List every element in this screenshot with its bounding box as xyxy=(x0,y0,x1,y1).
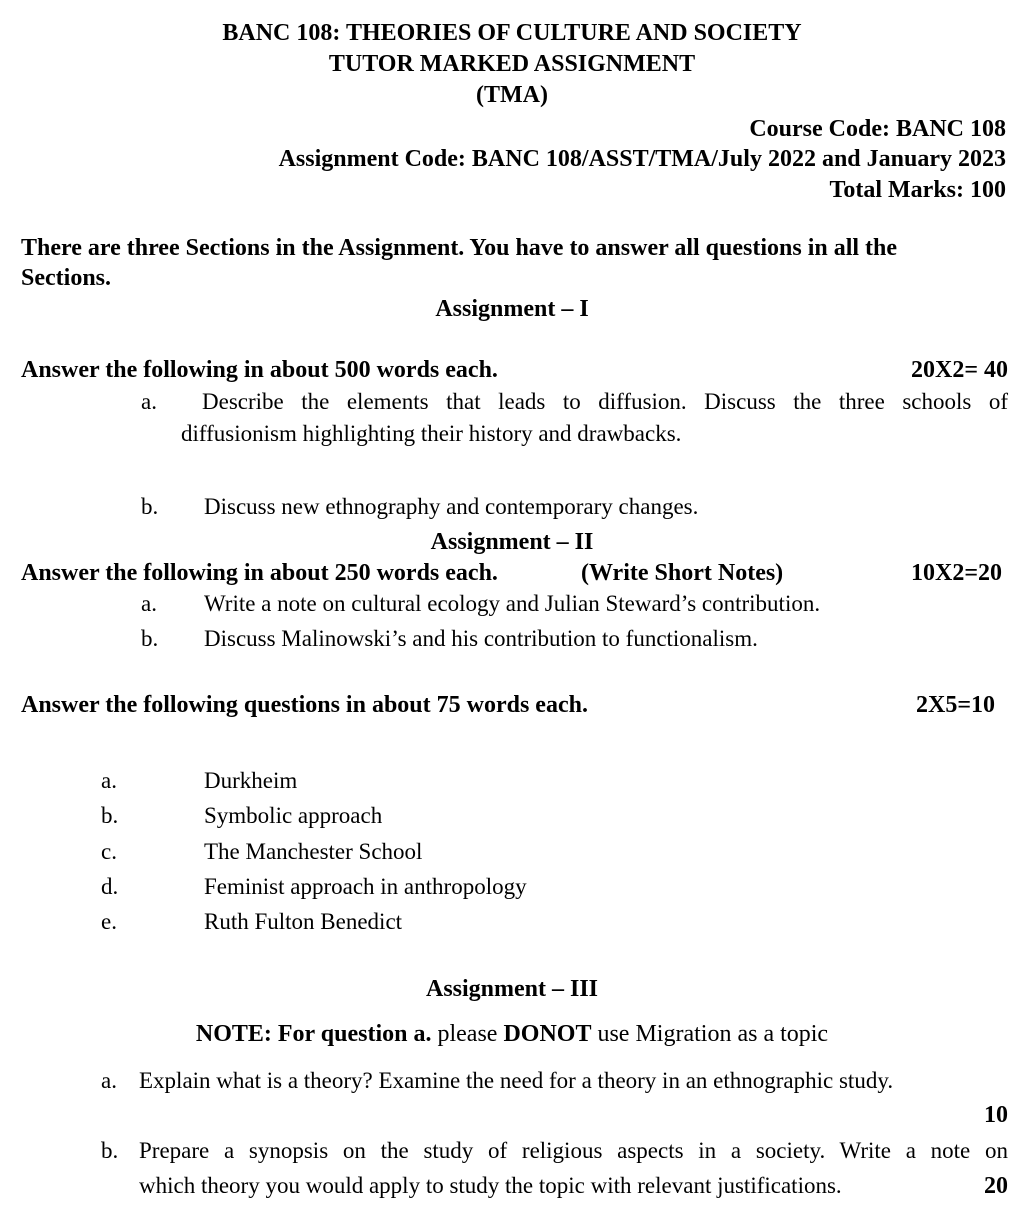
note-suffix: use Migration as a topic xyxy=(591,1021,829,1047)
short-item-b-text: Symbolic approach xyxy=(204,803,383,828)
note-bold: DONOT xyxy=(503,1021,592,1047)
section-2-q-b-text: Discuss Malinowski’s and his contribution to functionalism. xyxy=(204,626,758,651)
section-1-q-b-label: b. xyxy=(141,494,159,519)
section-3-q-b-label: b. xyxy=(101,1138,119,1163)
assignment-code: Assignment Code: BANC 108/ASST/TMA/July 2022 and January 2023 xyxy=(278,146,1006,172)
section-3-q-b-marks: 20 xyxy=(984,1173,1008,1199)
short-item-a-label: a. xyxy=(101,768,117,793)
section-3-heading: Assignment – III xyxy=(425,976,599,1002)
course-code: Course Code: BANC 108 xyxy=(749,116,1006,142)
document-title: BANC 108: THEORIES OF CULTURE AND SOCIETY xyxy=(222,20,802,46)
section-3-q-a-label: a. xyxy=(101,1068,117,1093)
short-item-c-label: c. xyxy=(101,839,117,864)
document-subtitle: TUTOR MARKED ASSIGNMENT xyxy=(328,51,696,77)
total-marks: Total Marks: 100 xyxy=(829,177,1006,203)
note-mid: please xyxy=(431,1021,504,1047)
section-3-q-b-line-1: Prepare a synopsis on the study of religious aspects in a society. Write a note on xyxy=(139,1138,1008,1163)
section-1-heading: Assignment – I xyxy=(435,296,589,322)
section-3-note xyxy=(0,1021,1024,1048)
intro-line-1: There are three Sections in the Assignment. You have to answer all questions in all the xyxy=(21,235,898,261)
intro-line-2: Sections. xyxy=(21,265,111,291)
short-item-b-label: b. xyxy=(101,803,119,828)
section-2-instruction-2: Answer the following questions in about 75 words each. xyxy=(21,692,588,718)
short-item-e-text: Ruth Fulton Benedict xyxy=(204,909,403,934)
section-2-q-b-label: b. xyxy=(141,626,159,651)
section-2-instruction: Answer the following in about 250 words each. xyxy=(21,560,498,586)
section-2-q-a-text: Write a note on cultural ecology and Julian Steward’s contribution. xyxy=(204,591,821,616)
section-1-q-a-line-2: diffusionism highlighting their history and drawbacks. xyxy=(181,421,682,446)
section-1-q-a-line-1: Describe the elements that leads to diffusion. Discuss the three schools of xyxy=(202,389,1008,414)
short-item-d-text: Feminist approach in anthropology xyxy=(204,874,527,899)
short-item-a-text: Durkheim xyxy=(204,768,298,793)
section-3-q-a-marks: 10 xyxy=(984,1102,1008,1128)
short-item-e-label: e. xyxy=(101,909,117,934)
section-2-marks-2: 2X5=10 xyxy=(915,692,995,718)
note-prefix: NOTE: For question a. xyxy=(195,1021,432,1047)
document-abbr: (TMA) xyxy=(476,82,548,108)
short-item-c-text: The Manchester School xyxy=(204,839,423,864)
section-2-heading: Assignment – II xyxy=(430,529,594,555)
section-2-q-a-label: a. xyxy=(141,591,157,616)
section-3-q-a-text: Explain what is a theory? Examine the need for a theory in an ethnographic study. xyxy=(139,1068,894,1093)
section-1-q-a-label: a. xyxy=(141,389,157,414)
section-1-q-b-text: Discuss new ethnography and contemporary changes. xyxy=(204,494,699,519)
section-2-note: (Write Short Notes) xyxy=(581,560,784,586)
short-item-d-label: d. xyxy=(101,874,119,899)
section-2-marks: 10X2=20 xyxy=(910,560,1002,586)
section-3-q-b-line-2: which theory you would apply to study the topic with relevant justifications. xyxy=(139,1173,842,1198)
section-1-marks: 20X2= 40 xyxy=(910,357,1008,383)
section-1-instruction: Answer the following in about 500 words each. xyxy=(21,357,498,383)
